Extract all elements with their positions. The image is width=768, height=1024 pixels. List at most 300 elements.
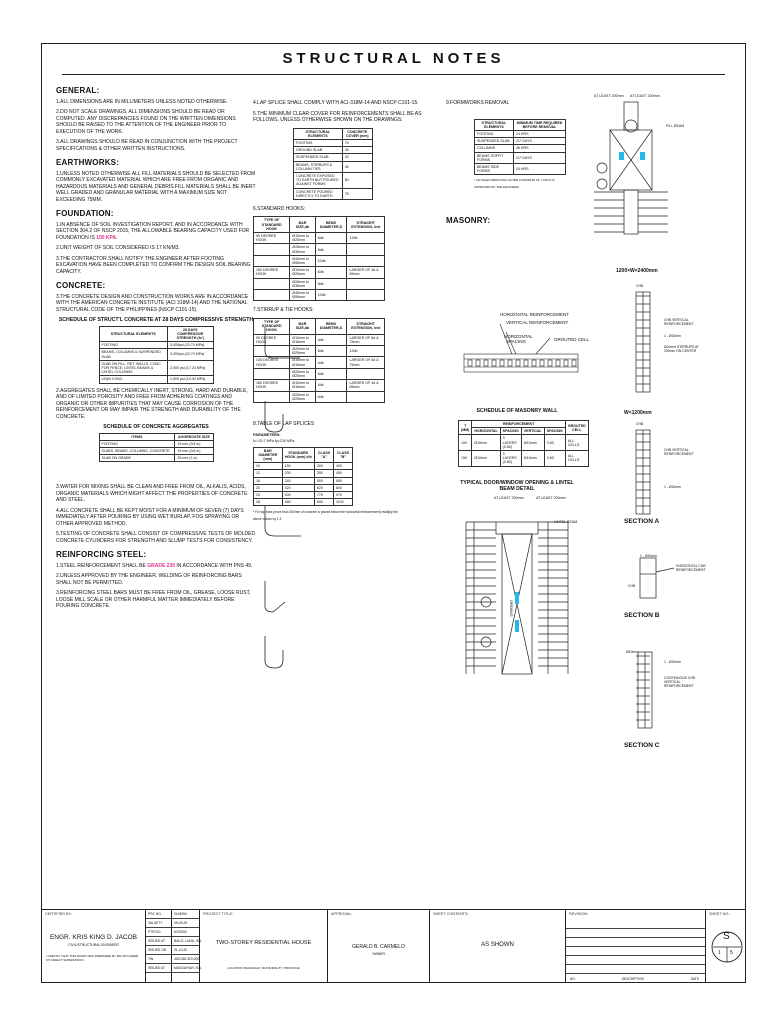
revision-row	[566, 947, 705, 956]
table-header: 28 DAYS COMPRESSIVE STRENGTH (fc')	[167, 326, 213, 342]
masonry-label-horizontal: HORIZONTAL REINFORCEMENT	[500, 312, 570, 317]
masonry-cell	[572, 360, 576, 366]
info-value: 01-10-20	[172, 946, 199, 955]
table-cell: 4db	[315, 357, 347, 368]
section-a2-bar-label: 1 - Ø10mm	[664, 485, 681, 489]
masonry-label-vertical: VERTICAL REINFORCEMENT	[506, 320, 569, 325]
table-cell: 12db	[347, 346, 385, 357]
table-header: VERTICAL	[521, 428, 544, 435]
table-cell: BEAMS SOFFIT FORMS	[475, 152, 514, 163]
table-cell: 840	[314, 499, 333, 506]
table-cell: 150	[282, 463, 314, 470]
table-cell: FOOTING	[475, 130, 514, 137]
earthworks-heading: EARTHWORKS:	[56, 158, 120, 167]
aggregates-caption: SCHEDULE OF CONCRETE AGGREGATES	[103, 424, 209, 431]
table-cell: 180 DEGREE HOOK	[254, 380, 290, 391]
door-dim-left: AT LEAST 200mm	[494, 496, 524, 500]
table-row	[475, 130, 566, 137]
reinforcing-note-3: 3.REINFORCING STEEL BARS MUST BE FREE FROM OIL, GREASE, LOOSE RUST, LOOSE MILL SCALE OR OTHER HARMFUL MATTER IMMEDIATELY BEFORE POURING CONCRETE.	[56, 590, 251, 610]
stirrup-heading: 7.STIRRUP & TIE HOOKS:	[253, 307, 314, 314]
reinforcing-heading: REINFORCING STEEL:	[56, 550, 147, 560]
masonry-cell	[468, 360, 472, 366]
concrete-note-1: 3.THE CONCRETE DESIGN AND CONSTRUCTION WORKS ARE IN ACCORDANCE WITH THE AMERICAN CONCRETE INSTITUTE (ACI 318M-14) AND THE NATIONAL STRUCTURAL CODE OF THE PHILIPPINES (NSCP C101-15).	[56, 293, 249, 313]
table-cell: COLUMNS	[475, 145, 514, 152]
table-cell: LARGER OF 4d & 65mm	[347, 380, 385, 391]
revision-col-description: DESCRIPTION	[622, 977, 644, 981]
table-row	[459, 435, 589, 451]
masonry-caption: SCHEDULE OF MASONRY WALL	[476, 408, 558, 414]
masonry-cell	[532, 360, 536, 366]
table-cell: BEAMS, STIRRUPS & COLUMN TIES	[294, 161, 343, 172]
sheet-letter: S	[723, 931, 730, 942]
table-row	[254, 255, 385, 266]
table-cell: 3 LAYERS (0.60)	[500, 451, 521, 467]
masonry-cell	[524, 360, 528, 366]
table-header: MINIMUM TIME REQUIRED BEFORE REMOVAL	[513, 119, 565, 130]
table-cell: 150	[459, 451, 472, 467]
door-opening-sketch	[462, 502, 572, 680]
hooks-heading: 6.STANDARD HOOKS:	[253, 205, 306, 212]
table-cell: 3,000psi (20.70 MPa)	[167, 349, 213, 360]
steel-grade-value: GRADE 230	[147, 562, 176, 569]
table-header: CLASS "A"	[314, 447, 333, 463]
section-c-vertical-label: CONTINUOUS CHB VERTICAL REINFORCEMENT	[664, 676, 695, 688]
masonry-cell	[540, 360, 544, 366]
table-header: GROUTED CELL	[565, 421, 588, 435]
standard-hooks-table	[253, 216, 385, 301]
table-row	[294, 161, 373, 172]
lap-footnote: * For top bars (more than 300mm of concrete is placed below the horizontal reinforcement) multiply the above values by 1.3	[253, 510, 398, 521]
info-label: PRC NO.	[146, 910, 171, 919]
table-row	[99, 447, 213, 454]
table-cell: Ø40mm to Ø56mm	[290, 290, 315, 301]
table-cell: 12	[254, 470, 283, 477]
scale-text: AS SHOWN	[481, 942, 514, 948]
section-a-bar-label: 1 - Ø10mm	[664, 334, 681, 338]
info-label: ISSUED AT	[146, 964, 171, 973]
table-cell	[254, 255, 290, 266]
table-cell: LARGER OF 6d & 75mm	[347, 334, 385, 345]
section-a-chb-label: CHB	[636, 284, 644, 288]
table-row	[294, 172, 373, 188]
foundation-note-3: 3.THE CONTRACTOR SHALL NOTIFY THE ENGINEER AFTER FOOTING EXCAVATION HAVE BEEN COMPLETED TO CONFIRM THE DESIGN SOIL BEARING CAPACITY.	[56, 255, 251, 275]
table-cell: FOOTING	[294, 139, 343, 146]
table-cell	[347, 290, 385, 301]
table-cell: 10db	[315, 255, 347, 266]
table-cell: ALL CELLS	[565, 451, 588, 467]
table-row	[475, 163, 566, 174]
section-c-bar-top-label: Ø10mm	[626, 650, 639, 654]
opening-label: OPENING	[509, 600, 513, 617]
lap-splice-note: 4.LAP SPLICE SHALL COMPLY WITH ACI-318M-14 AND NSCP C101-15.	[253, 100, 419, 106]
lap-splice-heading: 8.TABLE OF LAP SPLICES	[253, 421, 315, 428]
table-cell	[347, 368, 385, 379]
table-cell: Ø20mm to Ø25mm	[290, 391, 315, 402]
concrete-strength-table	[99, 326, 214, 384]
table-cell: 20	[254, 484, 283, 491]
table-cell: 350	[314, 470, 333, 477]
table-cell: 8db	[315, 278, 347, 289]
section-b-title: SECTION B	[624, 612, 660, 619]
fill-beam-label: FILL BEAM	[666, 124, 685, 128]
table-cell	[254, 290, 290, 301]
table-row	[459, 451, 589, 467]
opening-size-1: 1200×W×2400mm	[616, 268, 658, 274]
notes-column-3	[446, 100, 586, 229]
section-a-vertical-label: CHB VERTICAL REINFORCEMENT	[664, 318, 694, 326]
formworks-table	[474, 119, 566, 176]
table-cell: 300	[314, 463, 333, 470]
table-cell: 10	[254, 463, 283, 470]
table-row	[254, 267, 385, 278]
table-header: BAR SIZE,db	[290, 217, 315, 233]
table-header: BAR SIZE,db	[290, 318, 315, 334]
revision-row	[566, 956, 705, 965]
table-cell: 8db	[315, 244, 347, 255]
hook-sketches	[255, 306, 315, 686]
table-cell: Ø28mm to Ø36mm	[290, 278, 315, 289]
info-label: VALIDITY	[146, 919, 171, 928]
certified-cell	[42, 910, 146, 982]
table-cell: 650	[333, 477, 352, 484]
lap-params-label: PARAMETERS:	[253, 432, 281, 437]
table-cell: LEAN CONC.	[99, 376, 167, 383]
table-cell: 2,500 psi (17.24 MPa)	[167, 360, 213, 376]
masonry-cell	[564, 360, 568, 366]
revision-label: REVISION:	[569, 912, 589, 916]
table-row	[99, 360, 213, 376]
top-dim-right: AT LEAST 200mm	[630, 94, 660, 98]
table-cell: SLABS, BEAMS, COLUMNS, CONCRETE	[99, 447, 175, 454]
table-header: BEND DIAMETER,D	[315, 318, 347, 334]
revision-cell	[566, 910, 706, 982]
table-header: HORIZONTAL	[472, 428, 500, 435]
section-a2-chb-label: CHB	[636, 422, 644, 426]
sheet-number-badge	[710, 922, 744, 972]
table-row	[475, 138, 566, 145]
certify-note: I CERTIFY THAT THIS WORK WAS PREPARED BY ME OR UNDER MY DIRECT SUPERVISION	[46, 954, 139, 962]
table-row	[294, 139, 373, 146]
revision-col-date: DATE	[690, 977, 699, 981]
aggregates-table	[99, 433, 214, 463]
table-cell: 4db	[315, 334, 347, 345]
table-cell: 4db	[315, 380, 347, 391]
project-title: TWO-STOREY RESIDENTIAL HOUSE	[215, 940, 312, 946]
table-cell: 75	[342, 188, 372, 199]
door-detail-caption: TYPICAL DOOR/WINDOW OPENING & LINTEL BEAM DETAIL	[460, 480, 574, 492]
table-cell: FOOTING	[99, 342, 167, 349]
drawing-sheet	[41, 43, 746, 983]
table-cell: Ø10mm to Ø25mm	[290, 233, 315, 244]
table-header: CONCRETE COVER (mm)	[342, 128, 372, 139]
table-row	[475, 152, 566, 163]
table-cell: 50	[342, 172, 372, 188]
info-value: 403-038-320-000	[172, 955, 199, 964]
sheet-number: 1	[718, 950, 721, 956]
table-cell: 40	[342, 147, 372, 154]
table-cell: Ø10mm	[521, 451, 544, 467]
table-row	[99, 376, 213, 383]
masonry-cell	[548, 360, 552, 366]
earthworks-note-1: 1.UNLESS NOTED OTHERWISE ALL FILL MATERIALS SHOULD BE SELECTED FROM COMMONLY EXCAVATED MATERIAL WHICH ARE FREE FROM ORGANIC AND HAZARDOUS MATERIALS AND GENERAL DEBRIS.FILL MATERIALS SHALL BE INERT WELL GRADED AND GRANULAR MATERIAL WITH A MAXIMUM SIZE NOT EXCEEDING 75MM.	[56, 170, 256, 203]
table-row	[254, 244, 385, 255]
masonry-cell	[476, 360, 480, 366]
info-label: ISSUED ON	[146, 946, 171, 955]
section-a-stirrup-label: Ø10mm STIRRUPS AT 200mm ON CENTER	[664, 345, 699, 353]
section-c-sketch	[626, 644, 686, 734]
table-cell: 135 DEGREE HOOK	[254, 357, 290, 368]
reinforcing-note-1-post: IN ACCORDANCE WITH PNS 49.	[176, 562, 253, 569]
masonry-cell	[516, 360, 520, 366]
sheet-number-cell	[706, 910, 747, 982]
clear-cover-note: 5.THE MINIMUM CLEAR COVER FOR REINFORCEMENTS SHALL BE AS FOLLOWS, UNLESS OTHERWISE SHOWN ON THE DRAWINGS:	[253, 110, 422, 123]
table-cell: 0.60	[544, 451, 565, 467]
table-cell: 75	[342, 139, 372, 146]
foundation-note-1	[56, 222, 256, 242]
table-cell: ALL CELLS	[565, 435, 588, 451]
table-cell	[347, 278, 385, 289]
concrete-note-2: 2.AGGREGATES SHALL BE CHEMICALLY INERT, STRONG, HARD AND DURABLE, AND OF LIMITED POROSITY AND FREE FROM ADHERING COATINGS AND ORGANIC OR OTHER IMPURITIES THAT MAY CAUSE CORROSION OF THE REINFORCEMENT OR MAY IMPAIR THE STRENGTH AND DURABILITY OF THE CONCRETE.	[56, 387, 248, 420]
sheet-contents-label: SHEET CONTENTS:	[433, 912, 469, 916]
masonry-schedule-table	[458, 420, 589, 467]
table-cell: 40	[342, 161, 372, 172]
table-cell: 450	[333, 470, 352, 477]
table-cell: 21* DAYS	[513, 152, 565, 163]
owner-name: GERALD B. CARMELO	[352, 944, 405, 950]
section-b-sketch	[628, 544, 698, 604]
info-value: MAGSAYSAY, ISA.	[172, 964, 199, 973]
table-header: SPACING	[544, 428, 565, 435]
section-a-narrow-sketch	[626, 422, 686, 522]
table-cell: 16	[254, 477, 283, 484]
revision-row	[566, 938, 705, 947]
table-cell: 6db	[315, 391, 347, 402]
masonry-cell	[500, 360, 504, 366]
table-cell: 1,500 psi (10.34 MPa)	[167, 376, 213, 383]
masonry-cell	[492, 360, 496, 366]
table-header: STRAIGHT EXTENSION, lext	[347, 318, 385, 334]
revision-row	[566, 965, 705, 974]
table-cell: 180 DEGREE HOOK	[254, 267, 290, 278]
table-cell: 500	[314, 477, 333, 484]
table-header: STRUCTURAL ELEMENTS	[99, 326, 167, 342]
opening-size-2: W<1200mm	[624, 410, 652, 416]
table-cell: 19 mm (3/4 in)	[175, 447, 213, 454]
bearing-capacity-value: 100 KPA.	[96, 234, 118, 241]
masonry-cell	[484, 360, 488, 366]
table-cell: 24 HRS	[513, 163, 565, 174]
masonry-cell	[556, 360, 560, 366]
formworks-note: * OR WHEN REMOVING AFTER A MINIMUM OF 7 DAYS IF APPROVED BY THE ENGINEER	[474, 178, 555, 189]
table-cell: 400	[282, 491, 314, 498]
table-cell: LARGER OF 4d & 65mm	[347, 267, 385, 278]
table-cell: 800	[333, 484, 352, 491]
sheet-title: STRUCTURAL NOTES	[282, 50, 505, 67]
lintel-beam-label: LINTEL BEAM	[554, 520, 578, 524]
table-cell: Ø20mm to Ø25mm	[290, 346, 315, 357]
section-b-horizontal-label: HORIZONTAL CHB REINFORCEMENT	[676, 564, 706, 572]
table-row	[99, 349, 213, 360]
table-cell	[254, 278, 290, 289]
table-header: STANDARD HOOK (mm) ldh	[282, 447, 314, 463]
table-cell: 19 mm (3/4 in)	[175, 440, 213, 447]
section-a2-vertical-label: CHB VERTICAL REINFORCEMENT	[664, 448, 694, 456]
general-note-2: 2.DO NOT SCALE DRAWINGS. ALL DIMENSIONS SHOULD BE READ OR COMPUTED. ANY DISCREPANCIES FOUND ON THE WRITTEN DIMENSIONS SHOULD BE RAISED TO THE ATTENTION OF THE ENGINEER PRIOR TO EXECUTION OF THE WORK.	[56, 109, 236, 135]
table-row	[254, 278, 385, 289]
table-cell: BEAMS, COLUMNS & SUSPENDED SLAB	[99, 349, 167, 360]
section-a-title: SECTION A	[624, 518, 660, 525]
table-header: SPACING	[500, 428, 521, 435]
formworks-heading: 9.FORMWORKS REMOVAL	[446, 100, 510, 106]
table-header: STRUCTURAL ELEMENTS	[475, 119, 514, 130]
info-label: TIN	[146, 955, 171, 964]
table-header: BEND DIAMETER,D	[315, 217, 347, 233]
table-cell: 90 DEGREE HOOK	[254, 233, 290, 244]
table-header: TYPE OF STANDARD HOOK	[254, 318, 290, 334]
table-cell	[347, 391, 385, 402]
table-header: T (MM)	[459, 421, 472, 435]
section-a-wide-sketch	[626, 282, 686, 402]
table-cell: Ø20mm to Ø25mm	[290, 368, 315, 379]
table-header: BAR DIAMETER (mm)	[254, 447, 283, 463]
title-block	[42, 909, 745, 982]
certified-label: CERTIFIED BY:	[45, 912, 72, 916]
clear-cover-table	[293, 128, 373, 200]
table-cell: 25	[254, 491, 283, 498]
masonry-cell	[508, 360, 512, 366]
info-label: PTR NO.	[146, 928, 171, 937]
masonry-label-grouted: GROUTED CELL	[554, 337, 590, 342]
section-b-chb-label: CHB	[628, 584, 636, 588]
table-row	[99, 455, 213, 462]
notes-column-1	[56, 80, 256, 614]
table-cell: 21* DAYS	[513, 138, 565, 145]
revision-col-no: NO.	[570, 977, 576, 981]
engineer-name: ENGR. KRIS KING D. JACOB	[49, 934, 138, 941]
info-labels-cell	[146, 910, 172, 982]
table-cell: LARGER OF 6d & 75mm	[347, 357, 385, 368]
reinforcing-note-2: 2.UNLESS APPROVED BY THE ENGINEER, WELDING OF REINFORCING BARS SHALL NOT BE PERMITTED.	[56, 573, 242, 586]
project-label: PROJECT TITLE:	[203, 912, 234, 916]
table-cell: Ø10mm to Ø16mm	[290, 380, 315, 391]
masonry-heading: MASONRY:	[446, 216, 491, 226]
table-row	[475, 145, 566, 152]
table-cell: 480	[282, 499, 314, 506]
table-row	[99, 440, 213, 447]
revision-row	[566, 929, 705, 938]
table-row	[254, 233, 385, 244]
concrete-note-4: 4.ALL CONCRETE SHALL BE KEPT MOIST FOR A MINIMUM OF SEVEN (7) DAYS IMMEDIATELY AFTER POURING BY USING WET BURLAP, FOG SPRAYING OR OTHER APPROVED METHOD.	[56, 507, 244, 527]
table-cell: 28	[254, 499, 283, 506]
table-row	[254, 290, 385, 301]
sheet-no-label: SHEET NO.:	[709, 912, 731, 916]
table-header: STRAIGHT EXTENSION, lext	[347, 217, 385, 233]
section-c-bar-label: 1 - Ø10mm	[664, 660, 681, 664]
table-cell: 10db	[315, 290, 347, 301]
table-cell: 25 mm (1 in)	[175, 455, 213, 462]
table-cell: BEAMS SIDE FORMS	[475, 163, 514, 174]
section-b-bar-label: 1 - Ø10mm	[640, 554, 657, 558]
concrete-note-3: 3.WATER FOR MIXING SHALL BE CLEAN AND FREE FROM OIL, ALKALIS, ACIDS, ORGANIC MATERIALS WHICH MIGHT AFFECT THE PROPERTIES OF CONCRETE AND STEEL.	[56, 484, 248, 504]
info-value: 09-09-25	[172, 919, 199, 928]
table-cell: CONCRETE POURED DIRECTLY TO EARTH	[294, 188, 343, 199]
table-cell: Ø10mm	[472, 451, 500, 467]
table-cell: Ø10mm to Ø16mm	[290, 357, 315, 368]
title-rule	[62, 74, 725, 75]
table-cell: Ø10mm	[472, 435, 500, 451]
foundation-heading: FOUNDATION:	[56, 209, 114, 218]
table-row	[99, 342, 213, 349]
table-cell: 0.60	[544, 435, 565, 451]
table-cell: CONCRETE EXPOSED TO EARTH BUT POURED AGAINST FORMS	[294, 172, 343, 188]
table-header: CLASS "B"	[333, 447, 352, 463]
table-row	[294, 154, 373, 161]
table-cell: 320	[282, 484, 314, 491]
table-cell: 48 HRS	[513, 145, 565, 152]
info-value: 0145094	[172, 910, 199, 919]
table-cell: 6db	[315, 346, 347, 357]
info-value: 6478252	[172, 928, 199, 937]
approval-label: APPROVAL:	[331, 912, 353, 916]
reinforcing-note-1-pre: 1.STEEL REINFORCEMENT SHALL BE	[56, 562, 146, 569]
table-cell: Ø10mm	[521, 435, 544, 451]
table-cell	[347, 255, 385, 266]
table-header: TYPE OF STANDARD HOOK	[254, 217, 290, 233]
reinforcing-note-1	[56, 563, 256, 570]
revision-row	[566, 920, 705, 929]
info-values-cell	[172, 910, 203, 982]
table-cell: 20	[342, 154, 372, 161]
masonry-label-spacing: HORIZONTAL SPACING	[504, 334, 533, 344]
table-cell: Ø40mm to Ø56mm	[290, 255, 315, 266]
table-cell: SLAB ON FILL, RET. WALLS, CONC. FOR FENCE, LINTEL BEAMS & LINTEL COLUMNS	[99, 360, 167, 376]
top-dim-left: AT LEAST 200mm	[594, 94, 624, 98]
sheet-contents-cell	[430, 910, 566, 982]
general-heading: GENERAL:	[56, 86, 100, 95]
masonry-wall-sketch	[460, 314, 582, 394]
approval-cell	[328, 910, 430, 982]
info-label: ISSUED AT	[146, 937, 171, 946]
engineer-role: CIVIL/STRUCTURAL ENGINEER	[68, 943, 119, 947]
lap-params: fc'=20.7 MPa fy=230 MPa	[253, 439, 295, 444]
table-cell: FOOTING	[99, 440, 175, 447]
info-value: BACO, LUNA, ISA.	[172, 937, 199, 946]
general-note-3: 3.ALL DRAWINGS SHOULD BE READ IN CONJUNCTION WITH THE PROJECT SPECIFICATIONS & OTHER WRITTEN INSTRUCTIONS.	[56, 139, 238, 152]
table-cell: Ø10mm to Ø25mm	[290, 267, 315, 278]
project-location: LOCATION: BARANGAY, MUNICIPALITY, PROVINCE	[227, 966, 300, 970]
foundation-note-2: 2.UNIT WEIGHT OF SOIL CONSIDERED IS 17 KN/M3.	[56, 245, 180, 251]
table-cell: 6db	[315, 267, 347, 278]
table-cell: Ø10mm to Ø16mm	[290, 334, 315, 345]
owner-role: OWNER	[372, 952, 385, 956]
concrete-heading: CONCRETE:	[56, 281, 106, 290]
section-c-title: SECTION C	[624, 742, 660, 749]
foundation-note-1-text: 1.IN ABSENCE OF SOIL INVESTIGATION REPORT, AND IN ACCORDANCE WITH SECTION 304.2 OF NSCP 2015, THE ALLOWABLE BEARING CAPACITY USED FOR FOUNDATION IS	[56, 221, 250, 241]
sheet-total: 5	[730, 950, 733, 956]
table-cell	[347, 244, 385, 255]
table-header: STRUCTURAL ELEMENTS	[294, 128, 343, 139]
table-cell: Ø28mm to Ø36mm	[290, 244, 315, 255]
table-cell: GROUND SLAB	[294, 147, 343, 154]
opening-beam-sketch	[590, 100, 672, 250]
table-cell: 770	[314, 491, 333, 498]
table-cell: SUSPENDED SLAB	[475, 138, 514, 145]
table-cell: 1100	[333, 499, 352, 506]
table-cell: 3,000psi (20.70 MPa)	[167, 342, 213, 349]
table-cell: 90 DEGREE HOOK	[254, 334, 290, 345]
table-cell: 970	[333, 491, 352, 498]
door-dim-right: AT LEAST 200mm	[536, 496, 566, 500]
